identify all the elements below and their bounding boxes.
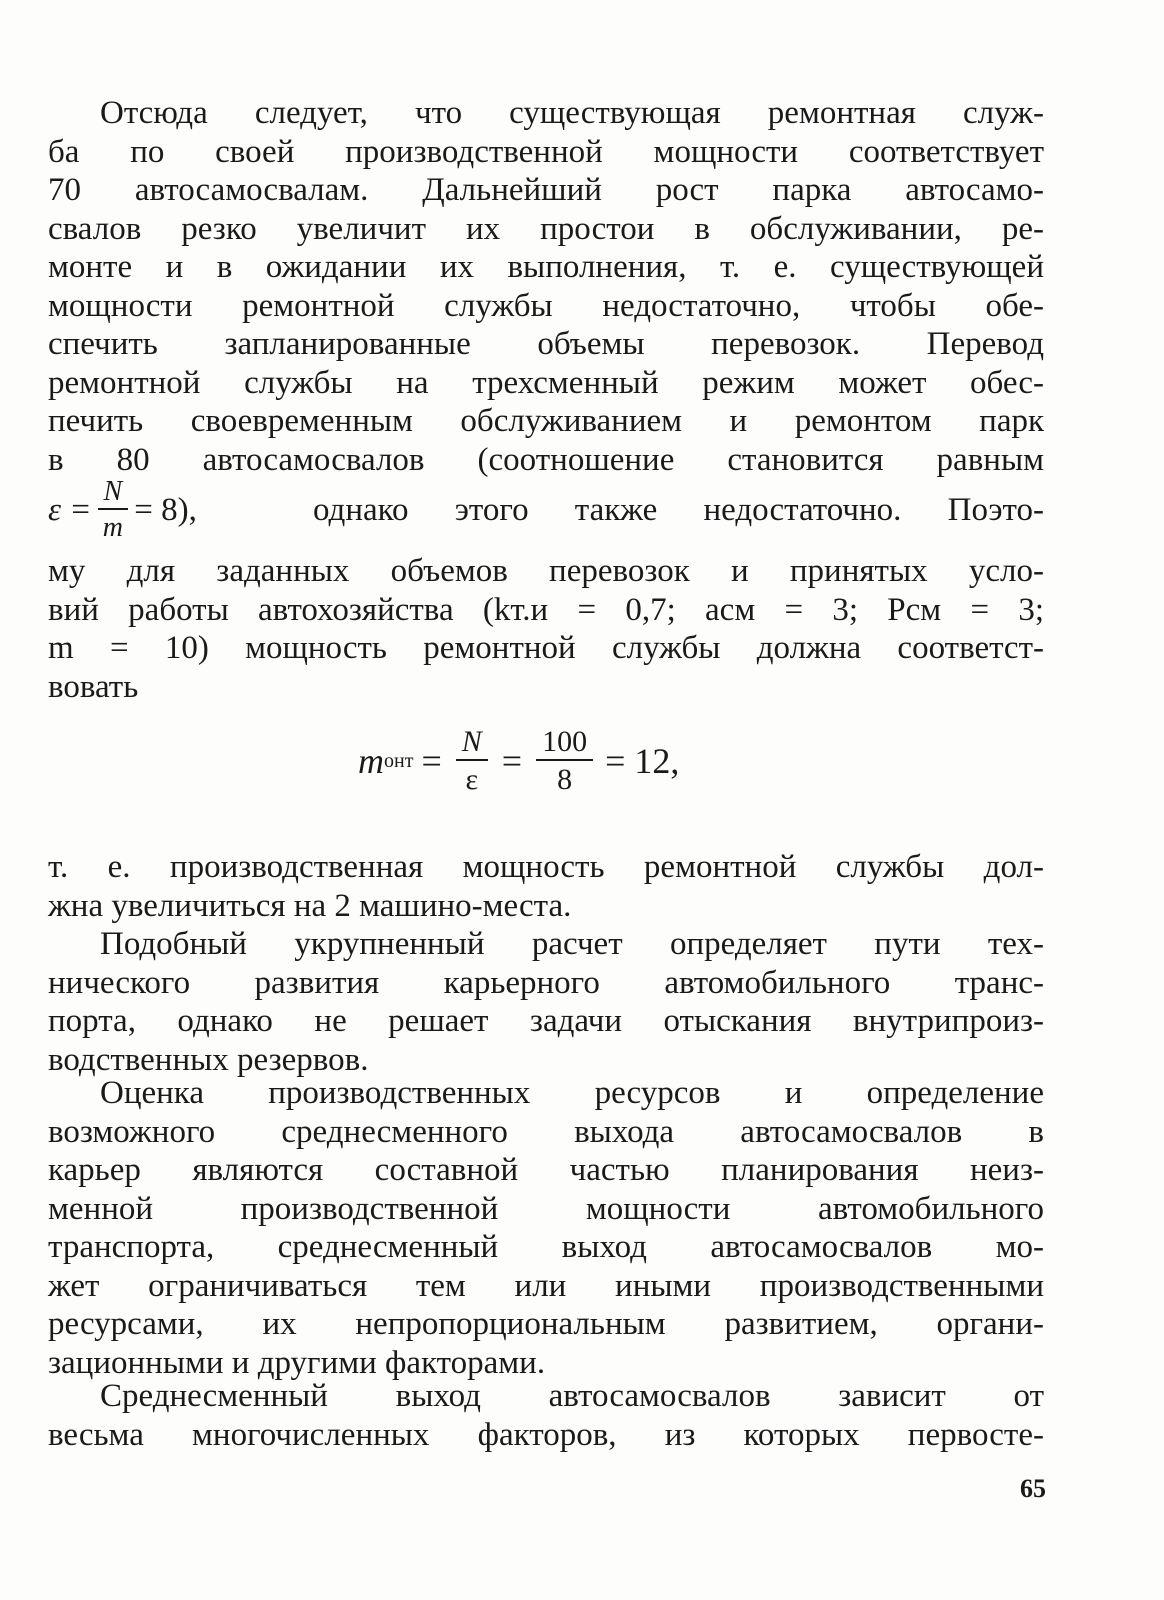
text-line: однако этого также недостаточно. Поэто-: [313, 492, 1044, 528]
equals-sign: =: [421, 741, 442, 781]
paragraph-2: [48, 848, 1044, 925]
paragraph-5: [48, 1377, 1044, 1454]
text-line: му для заданных объемов перевозок и принятых усло-: [48, 553, 1044, 589]
text-line: ресурсами, их непропорциональным развитием, органи-: [48, 1306, 1044, 1342]
text-line: транспорта, среднесменный выход автосамосвалов мо-: [48, 1229, 1044, 1265]
text-line: порта, однако не решает задачи отыскания внутрипроиз-: [48, 1003, 1044, 1039]
text-line: менной производственной мощности автомобильного: [48, 1190, 1044, 1227]
text-line: свалов резко увеличит их простои в обслуживании, ре-: [48, 210, 1044, 247]
text-line: вовать: [48, 668, 139, 705]
text-line: m = 10) мощность ремонтной службы должна соответст-: [48, 630, 1044, 666]
text-line: 70 автосамосвалам. Дальнейший рост парка автосамо-: [48, 172, 1044, 208]
fraction-numerator: 100: [536, 727, 593, 761]
equals-sign: =: [501, 741, 523, 781]
display-formula: [358, 716, 679, 806]
text-line: Отсюда следует, что существующая ремонтная служ-: [100, 95, 1044, 131]
paragraph-4: [48, 1074, 1044, 1382]
text-line: возможного среднесменного выхода автосамосвалов в: [48, 1113, 1044, 1150]
fraction-n-over-eps: [456, 727, 488, 795]
formula-rhs: = 8),: [134, 491, 197, 528]
text-line: печить своевременным обслуживанием и ремонтом парк: [48, 403, 1044, 439]
text-line: жет ограничиваться тем или иными производственными: [48, 1267, 1044, 1304]
fraction-denominator: m: [102, 512, 123, 543]
text-line: зационными и другими факторами.: [48, 1344, 546, 1381]
paragraph-1: [48, 94, 1044, 479]
fraction-numerator: N: [98, 478, 129, 510]
text-line: вий работы автохозяйства (kт.и = 0,7; aсм = 3; Pсм = 3;: [48, 591, 1044, 628]
paragraph-1-continuation: [48, 552, 1044, 706]
text-line: карьер являются составной частью планирования неиз-: [48, 1152, 1044, 1188]
page-number: 65: [1020, 1474, 1046, 1503]
epsilon-formula: [48, 476, 197, 543]
text-line: Среднесменный выход автосамосвалов зависит от: [100, 1378, 1044, 1414]
formula-lhs: m: [358, 741, 384, 781]
text-line: монте и в ожидании их выполнения, т. е. существующей: [48, 249, 1044, 285]
text-line: в 80 автосамосвалов (соотношение становится равным: [48, 441, 1044, 478]
text-line: Подобный укрупненный расчет определяет пути тех-: [100, 926, 1044, 962]
text-line: спечить запланированные объемы перевозок. Перевод: [48, 326, 1044, 362]
text-line: т. е. производственная мощность ремонтной службы дол-: [48, 849, 1044, 885]
paragraph-3: [48, 925, 1044, 1079]
fraction-n-over-m: [98, 478, 129, 542]
formula-lhs: ε =: [48, 491, 92, 528]
fraction-100-over-8: [536, 727, 593, 795]
formula-subscript: онт: [384, 749, 414, 772]
text-line: ба по своей производственной мощности соответствует: [48, 133, 1044, 170]
text-line: нического развития карьерного автомобильного транс-: [48, 964, 1044, 1001]
fraction-numerator: N: [456, 727, 488, 761]
fraction-denominator: ε: [465, 763, 479, 796]
text-line: жна увеличиться на 2 машино-места.: [48, 887, 572, 924]
fraction-denominator: 8: [557, 763, 573, 796]
epsilon-formula-line: [48, 470, 1044, 550]
formula-result: = 12,: [605, 741, 680, 781]
text-line: мощности ремонтной службы недостаточно, чтобы обе-: [48, 287, 1044, 324]
text-line: Оценка производственных ресурсов и определение: [100, 1075, 1044, 1111]
text-line: ремонтной службы на трехсменный режим может обес-: [48, 364, 1044, 401]
text-line: весьма многочисленных факторов, из которых первосте-: [48, 1416, 1044, 1453]
text-line: водственных резервов.: [48, 1041, 369, 1078]
